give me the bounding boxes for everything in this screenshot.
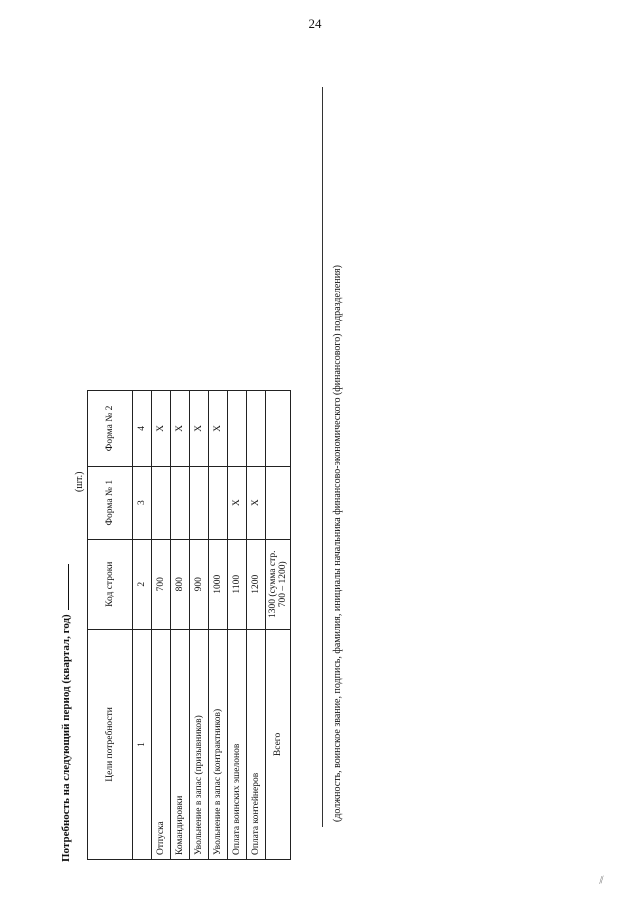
column-number: 4 — [133, 391, 152, 467]
header-cell: Код строки — [88, 539, 133, 629]
form1-cell — [190, 466, 209, 539]
form2-cell: Х — [152, 391, 171, 467]
signature-line — [322, 87, 323, 827]
code-cell: 1100 — [228, 539, 247, 629]
form-title-text: Потребность на следующий период (квартал, год) — [60, 614, 72, 862]
purpose-cell: Командировки — [171, 629, 190, 859]
header-cell: Форма № 1 — [88, 466, 133, 539]
code-cell: 1000 — [209, 539, 228, 629]
form2-cell: Х — [209, 391, 228, 467]
form2-cell — [228, 391, 247, 467]
column-number: 2 — [133, 539, 152, 629]
form2-cell — [247, 391, 266, 467]
total-row — [266, 391, 291, 860]
table-row — [247, 391, 266, 860]
header-cell: Цели потребности — [88, 629, 133, 859]
code-cell: 700 — [152, 539, 171, 629]
total-code-cell: 1300 (сумма стр. 700 – 1200) — [266, 539, 291, 629]
form1-cell — [171, 466, 190, 539]
table-row — [152, 391, 171, 860]
table-row — [171, 391, 190, 860]
code-cell: 1200 — [247, 539, 266, 629]
purpose-cell: Оплата контейнеров — [247, 629, 266, 859]
code-cell: 900 — [190, 539, 209, 629]
form2-cell: Х — [171, 391, 190, 467]
rotated-form — [60, 82, 360, 862]
form1-cell: Х — [247, 466, 266, 539]
form-title — [60, 564, 72, 862]
form2-cell: Х — [190, 391, 209, 467]
needs-table — [87, 390, 291, 860]
page-number: 24 — [308, 16, 322, 31]
code-cell: 800 — [171, 539, 190, 629]
column-number-row — [133, 391, 152, 860]
form1-cell — [152, 466, 171, 539]
column-number: 1 — [133, 629, 152, 859]
form1-cell: Х — [228, 466, 247, 539]
total-label-cell: Всего — [266, 629, 291, 859]
header-row — [88, 391, 133, 860]
total-form1-cell — [266, 466, 291, 539]
table-row — [228, 391, 247, 860]
purpose-cell: Увольнение в запас (призывников) — [190, 629, 209, 859]
title-blank-line — [68, 564, 69, 610]
table-row — [209, 391, 228, 860]
unit-label: (шт.) — [74, 471, 85, 492]
total-form2-cell — [266, 391, 291, 467]
pen-mark: ⁄⁄ — [598, 874, 606, 887]
signature-caption: (должность, воинское звание, подпись, фамилия, инициалы начальника финансово-экономического (финансового) подразделения) — [332, 265, 343, 822]
form1-cell — [209, 466, 228, 539]
purpose-cell: Оплата воинских эшелонов — [228, 629, 247, 859]
purpose-cell: Увольнение в запас (контрактников) — [209, 629, 228, 859]
column-number: 3 — [133, 466, 152, 539]
purpose-cell: Отпуска — [152, 629, 171, 859]
header-cell: Форма № 2 — [88, 391, 133, 467]
table-row — [190, 391, 209, 860]
